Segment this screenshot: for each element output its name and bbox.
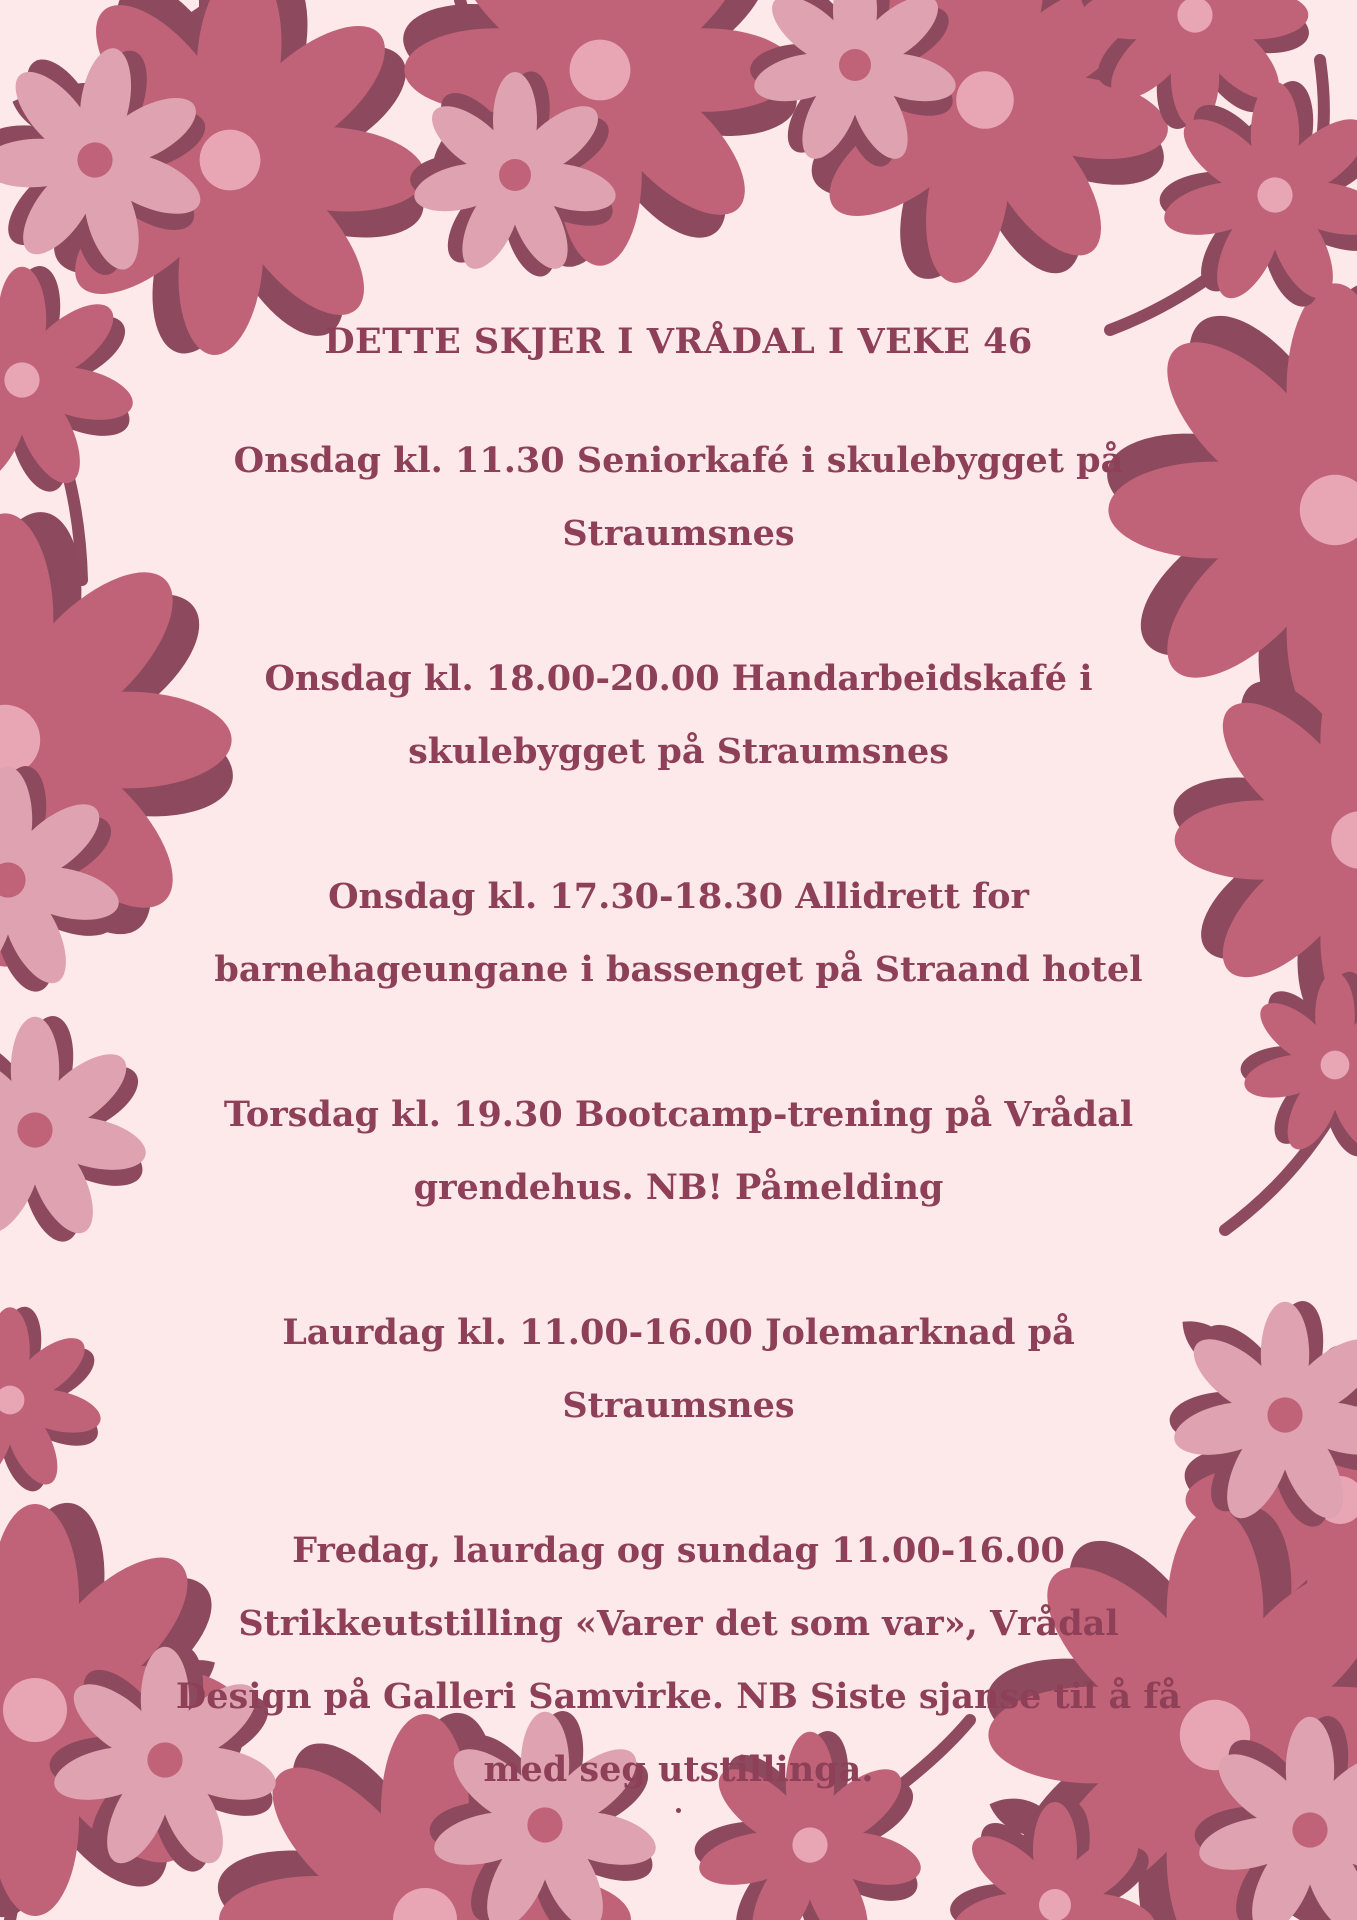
event-item: Torsdag kl. 19.30 Bootcamp-trening på Vrådal grendehus. NB! Påmelding — [223, 1094, 1134, 1208]
event-item: Laurdag kl. 11.00-16.00 Jolemarknad på Straumsnes — [282, 1312, 1075, 1426]
event-item: Fredag, laurdag og sundag 11.00-16.00 Strikkeutstilling «Varer det som var», Vrådal Design på Galleri Samvirke. NB Siste sjanse til å få med seg utstillinga. — [175, 1530, 1182, 1790]
flower-icon — [1240, 968, 1357, 1162]
flower-icon — [0, 1012, 152, 1249]
event-item: Onsdag kl. 17.30-18.30 Allidrett for barnehageungane i bassenget på Straand hotel — [214, 876, 1143, 990]
dot-mark — [676, 1808, 681, 1813]
flower-icon — [0, 1303, 105, 1497]
event-list — [170, 424, 1187, 1806]
event-item: Onsdag kl. 11.30 Seniorkafé i skulebygget på Straumsnes — [233, 440, 1124, 554]
poster-title: DETTE SKJER I VRÅDAL I VEKE 46 — [324, 321, 1033, 362]
event-item: Onsdag kl. 18.00-20.00 Handarbeidskafé i skulebygget på Straumsnes — [264, 658, 1093, 772]
poster-content — [170, 300, 1187, 1806]
flower-icon — [0, 262, 139, 499]
